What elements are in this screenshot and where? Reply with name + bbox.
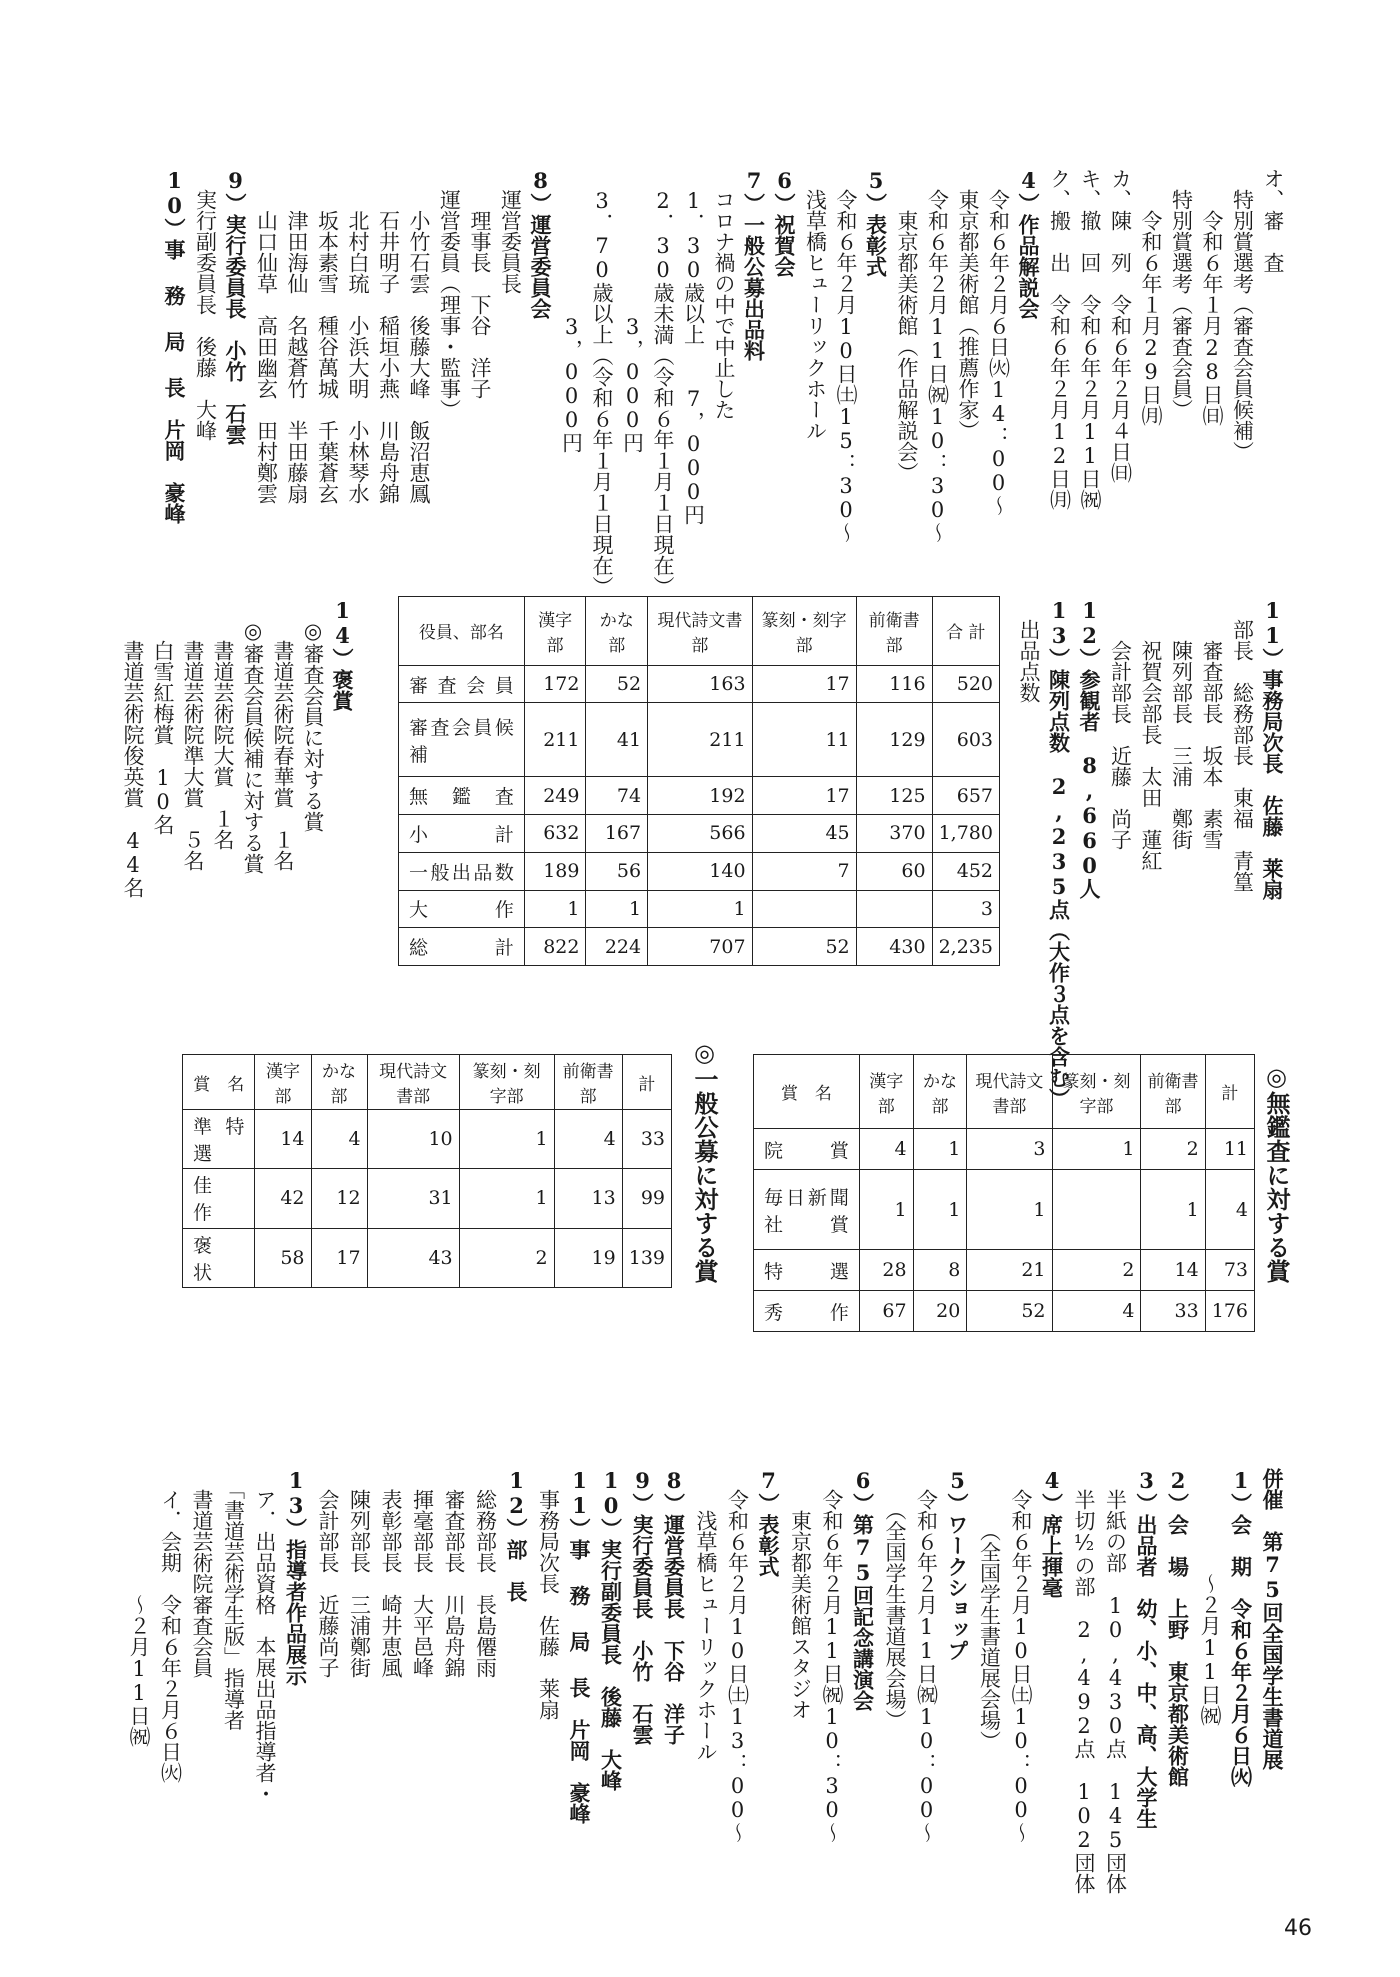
bottom-col-2: 〜２月11日㈷ bbox=[1198, 1468, 1222, 1726]
table-cell: 42 bbox=[255, 1169, 311, 1228]
bottom-col-3: 2）会 場 上野 東京都美術館 bbox=[1165, 1468, 1191, 1787]
top-col-4: 令和６年１月29日㈪ bbox=[1139, 168, 1163, 426]
top-col-11: 令和６年２月11日㈷10：30〜 bbox=[925, 168, 950, 543]
bottom-col-35: イ．会期 令和６年２月６日㈫ bbox=[158, 1468, 183, 1783]
table-row bbox=[399, 777, 1000, 815]
award-col-1: ◎審査会員に対する賞 bbox=[301, 598, 325, 832]
table-cell: 452 bbox=[932, 852, 999, 890]
column-header: 現代詩文書部 bbox=[367, 1055, 459, 1110]
top-col-1: 特別賞選考（審査会員候補） bbox=[1230, 168, 1255, 462]
table-row bbox=[399, 703, 1000, 777]
row-label: 特 選 bbox=[754, 1250, 860, 1291]
award-col-7: 書道芸術院俊英賞 44名 bbox=[121, 598, 145, 898]
column-header: 前衛書部 bbox=[856, 597, 932, 666]
bottom-col-17: 令和６年２月10日㈯13：00〜 bbox=[725, 1468, 750, 1843]
top-col-16: 6）祝賀会 bbox=[772, 168, 797, 277]
award-col-4: 書道芸術院大賞 １名 bbox=[211, 598, 235, 850]
table-cell: 520 bbox=[932, 665, 999, 703]
table-cell: 60 bbox=[856, 852, 932, 890]
row-label: 準特選 bbox=[183, 1110, 255, 1169]
top-col-8: 4）作品解説会 bbox=[1016, 168, 1041, 319]
table-cell: 249 bbox=[524, 777, 586, 815]
column-header: 前衛書部 bbox=[1141, 1055, 1205, 1129]
table-cell: 41 bbox=[586, 703, 648, 777]
table-cell: 116 bbox=[856, 665, 932, 703]
top-col-10: 東京都美術館（推薦作家） bbox=[956, 168, 980, 441]
row-label: 審査会員 bbox=[399, 665, 525, 703]
top-col-12: 東京都美術館（作品解説会） bbox=[895, 168, 919, 483]
table-cell: 189 bbox=[524, 852, 586, 890]
top-col-20: 2．30歳未満（令和６年１月１日現在） bbox=[651, 168, 675, 597]
table-cell: 52 bbox=[967, 1291, 1052, 1332]
table-cell: 822 bbox=[524, 928, 586, 966]
row-label: 無 鑑 査 bbox=[399, 777, 525, 815]
top-col-9: 令和６年２月６日㈫14：00〜 bbox=[986, 168, 1011, 516]
table-cell: 11 bbox=[752, 703, 856, 777]
bottom-col-4: 3）出品者 幼、小、中、高、大学生 bbox=[1134, 1468, 1159, 1829]
table-cell: 211 bbox=[524, 703, 586, 777]
bottom-col-32: ア．出品資格 本展出品指導者・ bbox=[253, 1468, 277, 1804]
mid-col-1: 部長 総務部長 東福 青篁 bbox=[1230, 598, 1255, 892]
table-cell: 1 bbox=[459, 1110, 554, 1169]
bottom-col-27: 揮毫部長 大平邑峰 bbox=[410, 1468, 435, 1678]
top-col-17: 7）一般公募出品料 bbox=[741, 168, 767, 361]
mid-col-3: 陳列部長 三浦 鄭街 bbox=[1169, 598, 1194, 850]
top-col-33: 山口仙草 高田幽玄 田村鄭雲 bbox=[254, 168, 279, 504]
table-cell: 129 bbox=[856, 703, 932, 777]
table-cell: 603 bbox=[932, 703, 999, 777]
table-cell: 1 bbox=[524, 890, 586, 928]
column-header: 漢字部 bbox=[859, 1055, 913, 1129]
table-cell: 52 bbox=[586, 665, 648, 703]
table-row bbox=[183, 1228, 672, 1287]
bottom-col-10: 5）ワークショップ bbox=[945, 1468, 970, 1661]
row-label: 小 計 bbox=[399, 815, 525, 853]
top-col-28: 小竹石雲 後藤大峰 飯沼恵鳳 bbox=[407, 168, 431, 504]
row-label: 審査会員候補 bbox=[399, 703, 525, 777]
table-cell: 224 bbox=[586, 928, 648, 966]
top-col-3: 特別賞選考（審査会員） bbox=[1169, 168, 1194, 420]
table-cell: 17 bbox=[752, 665, 856, 703]
top-col-27: 運営委員（理事・監事） bbox=[437, 168, 462, 420]
bottom-col-29: 陳列部長 三浦鄭街 bbox=[347, 1468, 372, 1678]
column-header: 漢字部 bbox=[524, 597, 586, 666]
column-header: 賞 名 bbox=[754, 1055, 860, 1129]
column-header: 役員、部名 bbox=[399, 597, 525, 666]
bottom-col-1: 1）会 期 令和６年２月６日㈫ bbox=[1228, 1468, 1254, 1787]
table-cell: 2 bbox=[459, 1228, 554, 1287]
table-cell bbox=[1052, 1170, 1141, 1250]
top-col-13: 5）表彰式 bbox=[863, 168, 889, 277]
table-cell: 140 bbox=[648, 852, 752, 890]
table-cell: 31 bbox=[367, 1169, 459, 1228]
row-label: 大 作 bbox=[399, 890, 525, 928]
table-cell: 2 bbox=[1052, 1250, 1141, 1291]
table-cell: 707 bbox=[648, 928, 752, 966]
table-cell: 176 bbox=[1205, 1291, 1254, 1332]
top-col-34: 9）実行委員長 小竹 石雲 bbox=[223, 168, 248, 445]
column-header: 篆刻・刻字部 bbox=[752, 597, 856, 666]
top-col-7: ク、搬 出 令和６年２月12日㈪ bbox=[1047, 168, 1072, 510]
table-cell: 370 bbox=[856, 815, 932, 853]
column-header: 計 bbox=[1205, 1055, 1254, 1129]
bottom-col-5: 半紙の部 10,430点 145団体 bbox=[1103, 1468, 1128, 1894]
table-cell: 4 bbox=[1205, 1170, 1254, 1250]
table-cell: 10 bbox=[367, 1110, 459, 1169]
bottom-col-18: 浅草橋ヒューリックホール bbox=[694, 1468, 718, 1762]
table-cell: 4 bbox=[311, 1110, 367, 1169]
page-number: 46 bbox=[1284, 1916, 1312, 1941]
table-cell: 52 bbox=[752, 928, 856, 966]
table-cell: 58 bbox=[255, 1228, 311, 1287]
bottom-col-7: 4）席上揮毫 bbox=[1039, 1468, 1065, 1598]
table-cell: 74 bbox=[586, 777, 648, 815]
mid-col-5: 会計部長 近藤 尚子 bbox=[1108, 598, 1133, 850]
bottom-col-26: 審査部長 川島舟錦 bbox=[442, 1468, 466, 1678]
table-cell: 33 bbox=[1141, 1291, 1205, 1332]
mukansa-heading: ◎無鑑査に対する賞 bbox=[1262, 1062, 1291, 1283]
column-header: 賞 名 bbox=[183, 1055, 255, 1110]
award-col-6: 白雪紅梅賞 10名 bbox=[151, 598, 175, 835]
table-cell: 1 bbox=[913, 1129, 967, 1170]
top-col-31: 坂本素雪 種谷萬城 千葉蒼玄 bbox=[315, 168, 340, 504]
mid-col-8: 出品点数 bbox=[1017, 598, 1041, 703]
table-cell: 1 bbox=[586, 890, 648, 928]
table-row bbox=[399, 852, 1000, 890]
column-header: 合 計 bbox=[932, 597, 999, 666]
bottom-col-36: 〜２月11日㈷ bbox=[127, 1468, 151, 1747]
table-cell: 99 bbox=[622, 1169, 671, 1228]
row-label: 毎日新聞社賞 bbox=[754, 1170, 860, 1250]
table-cell: 192 bbox=[648, 777, 752, 815]
table-cell: 45 bbox=[752, 815, 856, 853]
column-header: 前衛書部 bbox=[554, 1055, 622, 1110]
row-label: 院 賞 bbox=[754, 1129, 860, 1170]
header-row bbox=[399, 597, 1000, 666]
table-cell: 17 bbox=[752, 777, 856, 815]
table-cell: 13 bbox=[554, 1169, 622, 1228]
top-col-14: 令和６年２月10日㈯15：30〜 bbox=[834, 168, 858, 543]
table-cell: 657 bbox=[932, 777, 999, 815]
table-cell bbox=[752, 890, 856, 928]
bottom-col-24: 12）部 長 bbox=[504, 1468, 529, 1602]
top-col-5: カ、陳 列 令和６年２月４日㈰ bbox=[1108, 168, 1133, 483]
table-cell: 28 bbox=[859, 1250, 913, 1291]
table-cell: 14 bbox=[1141, 1250, 1205, 1291]
table-cell: 11 bbox=[1205, 1129, 1254, 1170]
table-row bbox=[754, 1291, 1255, 1332]
table-cell bbox=[856, 890, 932, 928]
table-cell: 4 bbox=[859, 1129, 913, 1170]
table-row bbox=[754, 1250, 1255, 1291]
table-cell: 1 bbox=[648, 890, 752, 928]
header-row bbox=[754, 1055, 1255, 1129]
table-cell: 17 bbox=[311, 1228, 367, 1287]
table-cell: 211 bbox=[648, 703, 752, 777]
row-label: 秀 作 bbox=[754, 1291, 860, 1332]
bottom-col-12: （全国学生書道展会場） bbox=[883, 1468, 907, 1731]
ippan-heading: ◎一般公募に対する賞 bbox=[690, 1038, 719, 1283]
top-col-26: 理事長 下谷 洋子 bbox=[468, 168, 492, 399]
bottom-col-14: 令和６年２月11日㈷10：30〜 bbox=[820, 1468, 844, 1843]
table-cell: 2 bbox=[1141, 1129, 1205, 1170]
top-col-21: 3，000円 bbox=[620, 168, 645, 453]
table-cell: 172 bbox=[524, 665, 586, 703]
table-cell: 20 bbox=[913, 1291, 967, 1332]
header-row bbox=[183, 1055, 672, 1110]
top-col-32: 津田海仙 名越蒼竹 半田藤扇 bbox=[285, 168, 309, 504]
table-cell: 1 bbox=[459, 1169, 554, 1228]
bottom-col-28: 表彰部長 崎井恵風 bbox=[379, 1468, 403, 1678]
table-cell: 73 bbox=[1205, 1250, 1254, 1291]
table-cell: 163 bbox=[648, 665, 752, 703]
table-cell: 125 bbox=[856, 777, 932, 815]
table-cell: 2,235 bbox=[932, 928, 999, 966]
table-row bbox=[399, 928, 1000, 966]
bottom-col-34: 書道芸術院審査会員 bbox=[190, 1468, 214, 1678]
column-header: 篆刻・刻字部 bbox=[459, 1055, 554, 1110]
top-col-18: コロナ禍の中で中止した bbox=[712, 168, 736, 420]
bottom-col-25: 総務部長 長島僊雨 bbox=[473, 1468, 498, 1678]
table-cell: 14 bbox=[255, 1110, 311, 1169]
row-label: 一般出品数 bbox=[399, 852, 525, 890]
table-cell: 139 bbox=[622, 1228, 671, 1287]
table-row bbox=[399, 665, 1000, 703]
table-row bbox=[754, 1129, 1255, 1170]
table-cell: 21 bbox=[967, 1250, 1052, 1291]
award-col-2: 書道芸術院春華賞 １名 bbox=[271, 598, 295, 871]
table-cell: 43 bbox=[367, 1228, 459, 1287]
award-col-5: 書道芸術院準大賞 ５名 bbox=[181, 598, 205, 871]
table-cell: 19 bbox=[554, 1228, 622, 1287]
mukansa-award-table bbox=[753, 1054, 1255, 1332]
table-cell: 1,780 bbox=[932, 815, 999, 853]
top-col-25: 運営委員長 bbox=[498, 168, 523, 294]
table-cell: 3 bbox=[967, 1129, 1052, 1170]
table-cell: 7 bbox=[752, 852, 856, 890]
table-cell: 4 bbox=[1052, 1291, 1141, 1332]
table-cell: 4 bbox=[554, 1110, 622, 1169]
bottom-col-16: 7）表彰式 bbox=[756, 1468, 781, 1577]
bottom-col-8: 令和６年２月10日㈯10：00〜 bbox=[1009, 1468, 1033, 1843]
mid-col-6: 12）参観者 8,660人 bbox=[1077, 598, 1102, 899]
bottom-col-6: 半切½の部 2,492点 102団体 bbox=[1072, 1468, 1096, 1894]
bottom-col-15: 東京都美術館スタジオ bbox=[788, 1468, 813, 1720]
top-col-22: 3．70歳以上（令和６年１月１日現在） bbox=[590, 168, 614, 597]
table-row bbox=[183, 1110, 672, 1169]
column-header: 現代詩文書部 bbox=[648, 597, 752, 666]
top-col-19: 1．30歳以上 7，000円 bbox=[681, 168, 706, 525]
mid-col-7: 13）陳列点数 2,235点（大作３点を含む） bbox=[1046, 598, 1072, 1109]
column-header: かな部 bbox=[913, 1055, 967, 1129]
table-cell: 67 bbox=[859, 1291, 913, 1332]
bottom-col-31: 13）指導者作品展示 bbox=[283, 1468, 309, 1686]
top-col-0: オ、審 査 bbox=[1261, 168, 1285, 273]
bottom-col-30: 会計部長 近藤尚子 bbox=[316, 1468, 340, 1678]
table-cell: 632 bbox=[524, 815, 586, 853]
award-col-0: 14）褒賞 bbox=[330, 598, 355, 711]
ippan-award-table bbox=[182, 1054, 672, 1288]
mid-col-4: 祝賀会部長 太田 蓮紅 bbox=[1139, 598, 1163, 871]
bottom-col-13: 6）第75回記念講演会 bbox=[850, 1468, 876, 1711]
top-col-35: 実行副委員長 後藤 大峰 bbox=[193, 168, 218, 441]
table-cell: 1 bbox=[859, 1170, 913, 1250]
top-col-15: 浅草橋ヒューリックホール bbox=[803, 168, 828, 441]
top-col-6: キ、撤 回 令和６年２月11日㈷ bbox=[1078, 168, 1102, 510]
table-cell: 56 bbox=[586, 852, 648, 890]
row-label: 佳 作 bbox=[183, 1169, 255, 1228]
table-cell: 8 bbox=[913, 1250, 967, 1291]
table-cell: 1 bbox=[967, 1170, 1052, 1250]
top-col-30: 北村白琉 小浜大明 小林琴水 bbox=[346, 168, 370, 504]
bottom-col-23: 事務局次長 佐藤 莱扇 bbox=[536, 1468, 561, 1720]
row-label: 総 計 bbox=[399, 928, 525, 966]
table-cell: 566 bbox=[648, 815, 752, 853]
top-col-36: 10）事 務 局 長 片岡 豪峰 bbox=[162, 168, 187, 524]
column-header: 計 bbox=[622, 1055, 671, 1110]
bottom-col-22: 11）事 務 局 長 片岡 豪峰 bbox=[567, 1468, 592, 1824]
column-header: 現代詩文書部 bbox=[967, 1055, 1052, 1129]
table-row bbox=[399, 815, 1000, 853]
top-col-24: 8）運営委員会 bbox=[528, 168, 553, 319]
column-header: 篆刻・刻字部 bbox=[1052, 1055, 1141, 1129]
bottom-col-19: 8）運営委員長 下谷 洋子 bbox=[661, 1468, 687, 1745]
mid-col-2: 審査部長 坂本 素雪 bbox=[1200, 598, 1224, 850]
bottom-col-21: 10）実行副委員長 後藤 大峰 bbox=[598, 1468, 624, 1791]
top-col-29: 石井明子 稲垣小燕 川島舟錦 bbox=[376, 168, 401, 504]
bottom-col-9: （全国学生書道展会場） bbox=[977, 1468, 1002, 1752]
row-label: 褒 状 bbox=[183, 1228, 255, 1287]
award-col-3: ◎審査会員候補に対する賞 bbox=[241, 598, 265, 874]
table-cell: 1 bbox=[913, 1170, 967, 1250]
bottom-col-33: 「書道芸術学生版」指導者 bbox=[221, 1468, 246, 1731]
table-cell: 33 bbox=[622, 1110, 671, 1169]
table-row bbox=[399, 890, 1000, 928]
bottom-col-20: 9）実行委員長 小竹 石雲 bbox=[630, 1468, 655, 1745]
bottom-col-0: 併催 第75回全国学生書道展 bbox=[1260, 1468, 1285, 1770]
top-col-23: 3，000円 bbox=[559, 168, 584, 453]
column-header: かな部 bbox=[311, 1055, 367, 1110]
mid-col-0: 11）事務局次長 佐藤 莱扇 bbox=[1260, 598, 1285, 900]
top-col-2: 令和６年１月28日㈰ bbox=[1200, 168, 1224, 426]
table-cell: 1 bbox=[1052, 1129, 1141, 1170]
table-cell: 3 bbox=[932, 890, 999, 928]
table-row bbox=[754, 1170, 1255, 1250]
table-cell: 167 bbox=[586, 815, 648, 853]
table-cell: 430 bbox=[856, 928, 932, 966]
column-header: 漢字部 bbox=[255, 1055, 311, 1110]
table-cell: 1 bbox=[1141, 1170, 1205, 1250]
entries-count-table bbox=[398, 596, 1000, 966]
bottom-col-11: 令和６年２月11日㈷10：00〜 bbox=[914, 1468, 939, 1843]
table-row bbox=[183, 1169, 672, 1228]
column-header: かな部 bbox=[586, 597, 648, 666]
table-cell: 12 bbox=[311, 1169, 367, 1228]
